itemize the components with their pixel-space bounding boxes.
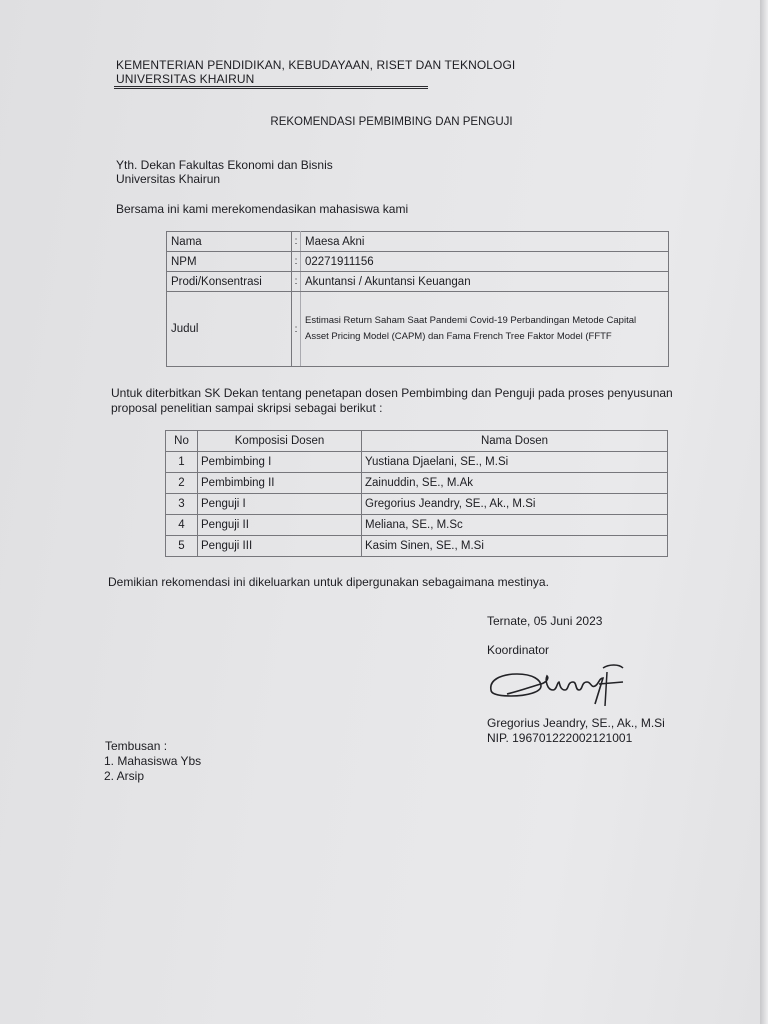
row-komposisi: Penguji I [198, 494, 362, 515]
dosen-table [165, 430, 668, 557]
document-title: REKOMENDASI PEMBIMBING DAN PENGUJI [270, 116, 513, 128]
separator: : [292, 232, 301, 252]
purpose-line-2: proposal penelitian sampai skripsi sebagai berikut : [111, 401, 383, 415]
row-nama: Kasim Sinen, SE., M.Si [362, 536, 668, 557]
judul-line-2: Asset Pricing Model (CAPM) dan Fama French Tree Faktor Model (FFTF [305, 331, 612, 342]
paper-edge [760, 0, 768, 1024]
cc-item: 2. Arsip [104, 769, 145, 783]
student-info-table [166, 231, 669, 367]
row-komposisi: Penguji III [198, 536, 362, 557]
signatory-name: Gregorius Jeandry, SE., Ak., M.Si [487, 716, 665, 730]
prodi-label: Prodi/Konsentrasi [167, 272, 292, 292]
npm-value: 02271911156 [301, 252, 669, 272]
closing-text: Demikian rekomendasi ini dikeluarkan untuk dipergunakan sebagaimana mestinya. [108, 575, 549, 589]
table-row [167, 292, 669, 367]
judul-label: Judul [167, 292, 292, 367]
row-nama: Gregorius Jeandry, SE., Ak., M.Si [362, 494, 668, 515]
purpose-line-1: Untuk diterbitkan SK Dekan tentang penetapan dosen Pembimbing dan Penguji pada proses penyusunan [111, 386, 673, 400]
header-no: No [166, 431, 198, 452]
table-header-row [166, 431, 668, 452]
table-row [167, 232, 669, 252]
header-komposisi: Komposisi Dosen [198, 431, 362, 452]
header-university: UNIVERSITAS KHAIRUN [116, 72, 255, 86]
row-komposisi: Penguji II [198, 515, 362, 536]
header-rule [114, 86, 428, 89]
table-row [166, 473, 668, 494]
row-nama: Yustiana Djaelani, SE., M.Si [362, 452, 668, 473]
nama-label: Nama [167, 232, 292, 252]
row-komposisi: Pembimbing I [198, 452, 362, 473]
header-nama: Nama Dosen [362, 431, 668, 452]
recipient-line-2: Universitas Khairun [116, 172, 221, 186]
handwritten-signature [487, 660, 637, 712]
row-nama: Zainuddin, SE., M.Ak [362, 473, 668, 494]
row-no: 1 [166, 452, 198, 473]
table-row [167, 272, 669, 292]
place-date: Ternate, 05 Juni 2023 [487, 614, 603, 628]
signatory-nip: NIP. 196701222002121001 [487, 731, 633, 745]
intro-text: Bersama ini kami merekomendasikan mahasiswa kami [116, 202, 409, 216]
table-row [166, 515, 668, 536]
nama-value: Maesa Akni [301, 232, 669, 252]
signatory-role: Koordinator [487, 643, 550, 657]
row-no: 3 [166, 494, 198, 515]
row-no: 2 [166, 473, 198, 494]
table-row [167, 252, 669, 272]
row-komposisi: Pembimbing II [198, 473, 362, 494]
recipient-line-1: Yth. Dekan Fakultas Ekonomi dan Bisnis [116, 158, 333, 172]
npm-label: NPM [167, 252, 292, 272]
judul-value [301, 292, 669, 367]
judul-line-1: Estimasi Return Saham Saat Pandemi Covid-19 Perbandingan Metode Capital [305, 315, 637, 326]
row-nama: Meliana, SE., M.Sc [362, 515, 668, 536]
table-row [166, 452, 668, 473]
cc-item: 1. Mahasiswa Ybs [104, 754, 202, 768]
row-no: 4 [166, 515, 198, 536]
prodi-value: Akuntansi / Akuntansi Keuangan [301, 272, 669, 292]
separator: : [292, 292, 301, 367]
separator: : [292, 252, 301, 272]
header-ministry: KEMENTERIAN PENDIDIKAN, KEBUDAYAAN, RISET DAN TEKNOLOGI [116, 58, 516, 72]
row-no: 5 [166, 536, 198, 557]
separator: : [292, 272, 301, 292]
table-row [166, 536, 668, 557]
cc-label: Tembusan : [105, 739, 168, 753]
table-row [166, 494, 668, 515]
